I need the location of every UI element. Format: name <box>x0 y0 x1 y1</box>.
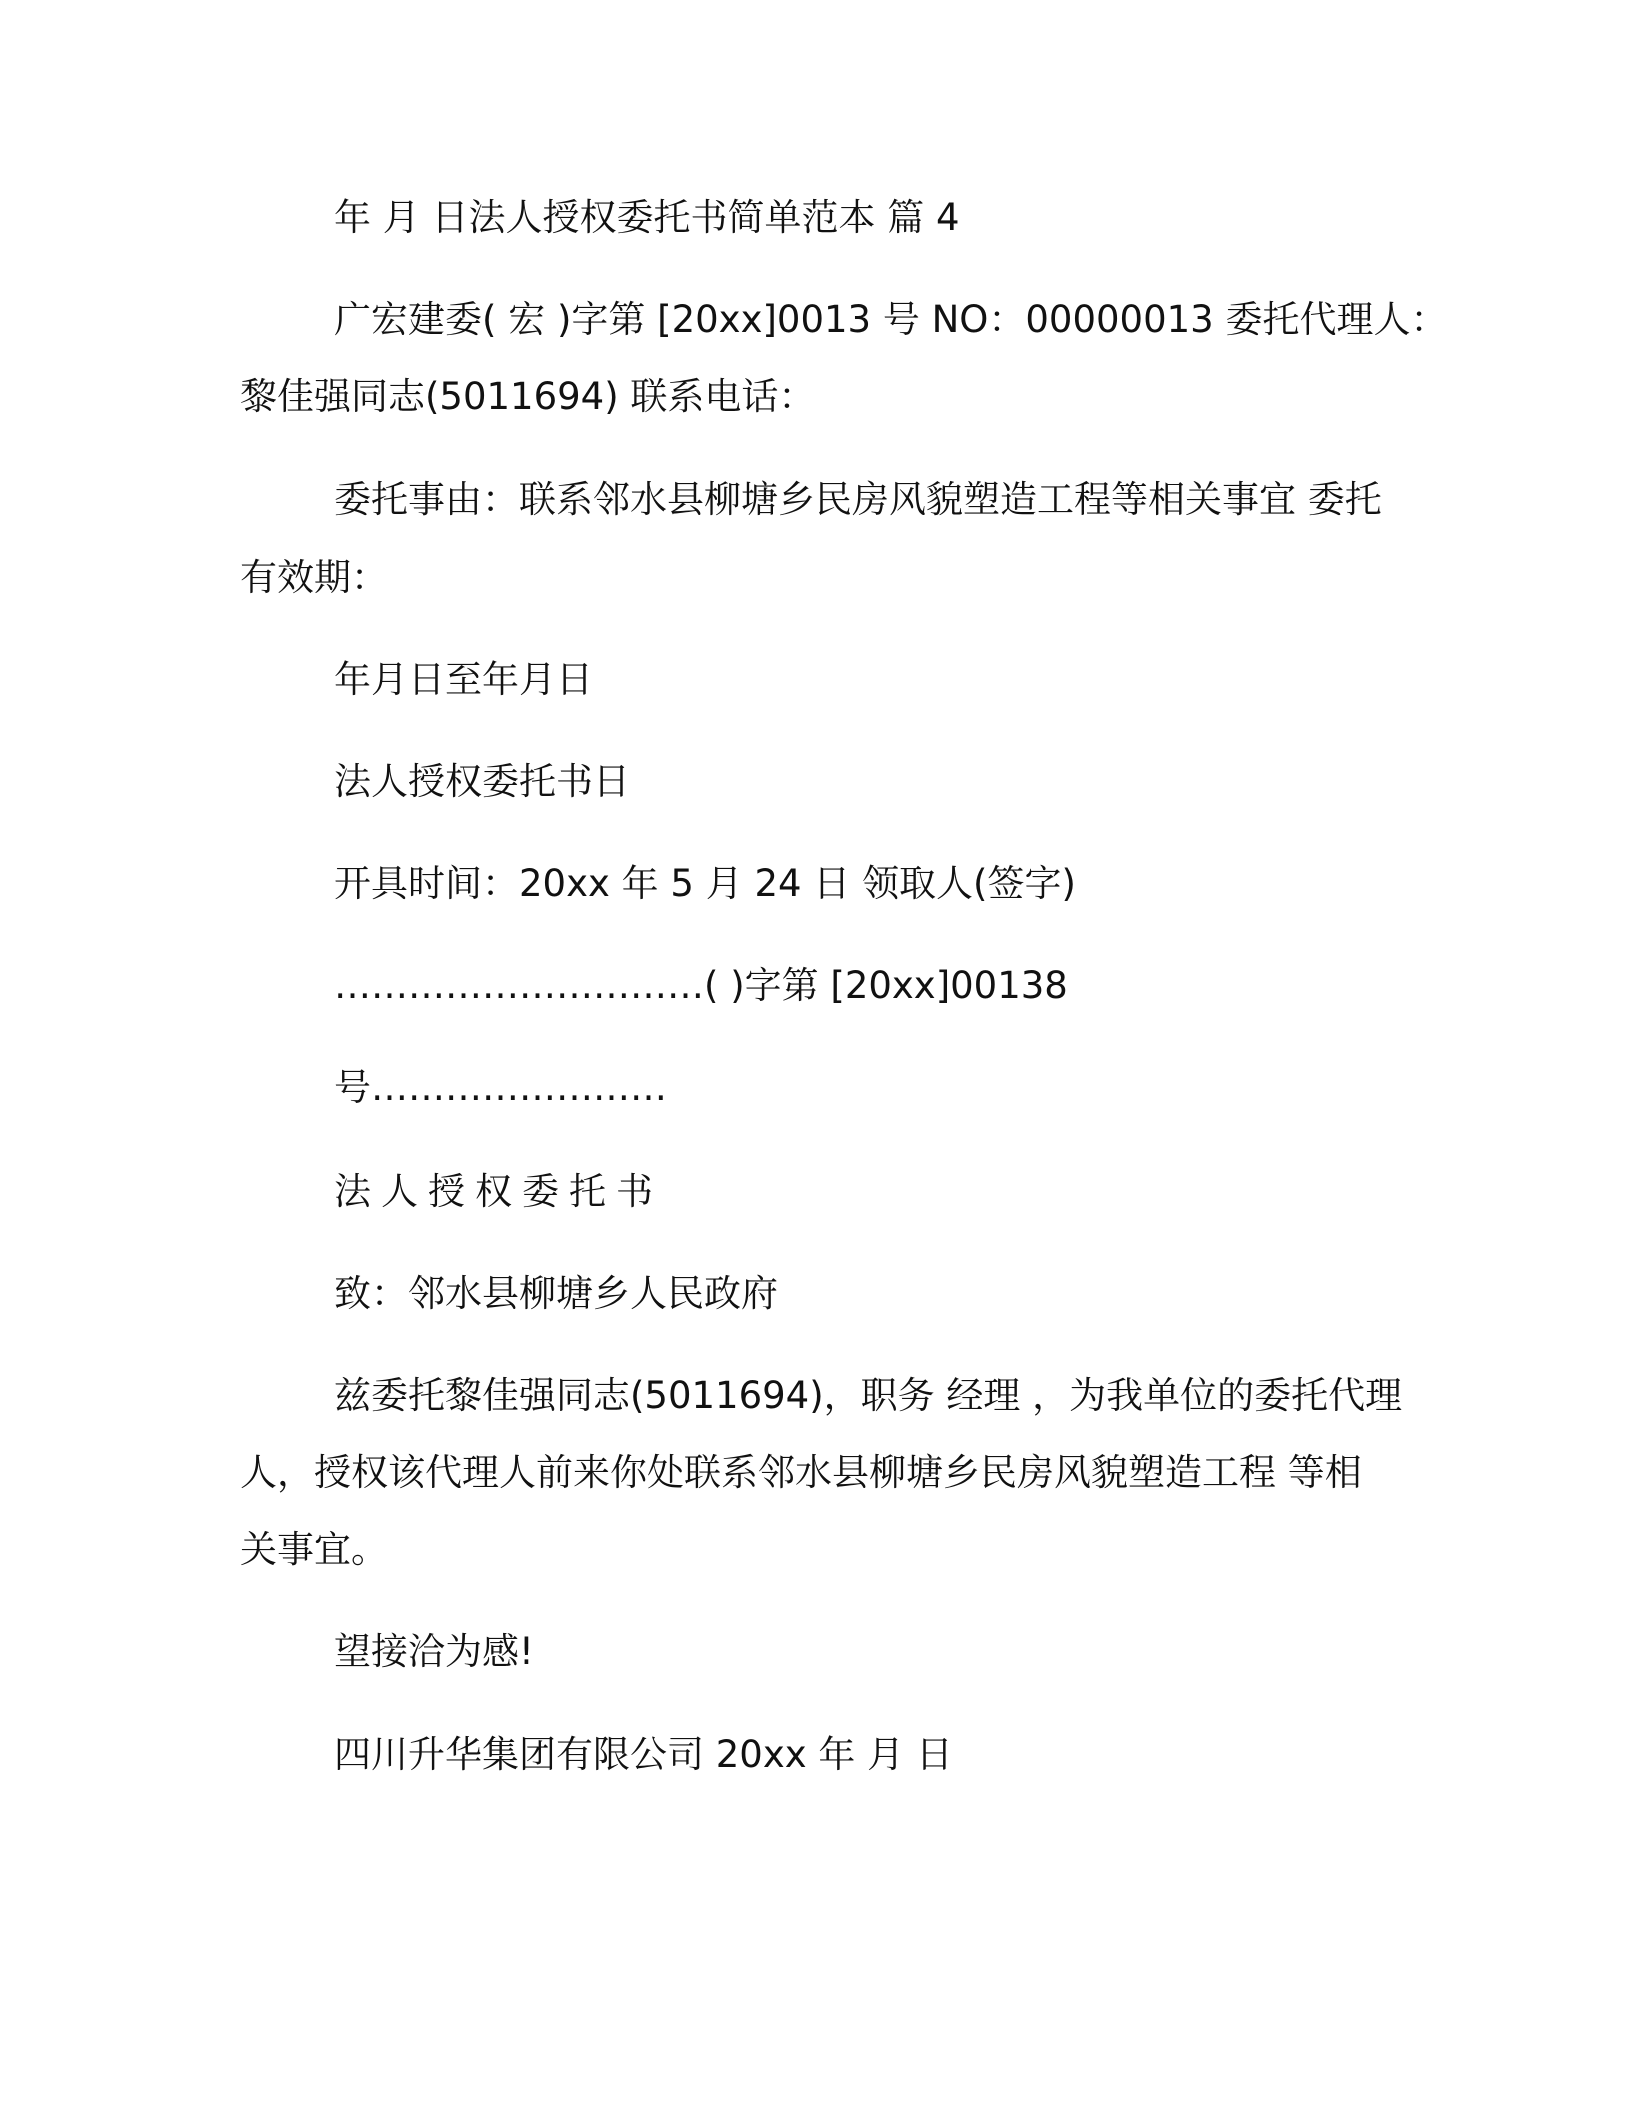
title-date-line: 法人授权委托书日 <box>334 760 630 803</box>
addressee-line: 致：邻水县柳塘乡人民政府 <box>334 1272 778 1315</box>
body-line-1: 兹委托黎佳强同志(5011694)，职务 经理 ，为我单位的委托代理 <box>334 1374 1403 1417</box>
dotted-number-line: …………………………( )字第 [20xx]00138 <box>334 964 1068 1007</box>
reason-line-1: 委托事由：联系邻水县柳塘乡民房风貌塑造工程等相关事宜 委托 <box>334 478 1382 521</box>
reference-line-1: 广宏建委( 宏 )字第 [20xx]0013 号 NO：00000013 委托代理人： <box>334 298 1448 341</box>
body-line-2: 人，授权该代理人前来你处联系邻水县柳塘乡民房风貌塑造工程 等相 <box>240 1451 1362 1494</box>
reason-line-2: 有效期： <box>240 556 388 599</box>
signature-line: 四川升华集团有限公司 20xx 年 月 日 <box>334 1733 953 1776</box>
validity-line: 年月日至年月日 <box>334 658 593 701</box>
closing-line: 望接洽为感! <box>334 1630 534 1673</box>
heading-line: 年 月 日法人授权委托书简单范本 篇 4 <box>334 196 960 239</box>
issue-time-line: 开具时间：20xx 年 5 月 24 日 领取人(签字) <box>334 862 1076 905</box>
body-line-3: 关事宜。 <box>240 1528 388 1571</box>
reference-line-2: 黎佳强同志(5011694) 联系电话： <box>240 375 816 418</box>
document-title: 法人授权委托书 <box>334 1170 663 1213</box>
dotted-hao-line: 号…………………… <box>334 1066 667 1109</box>
